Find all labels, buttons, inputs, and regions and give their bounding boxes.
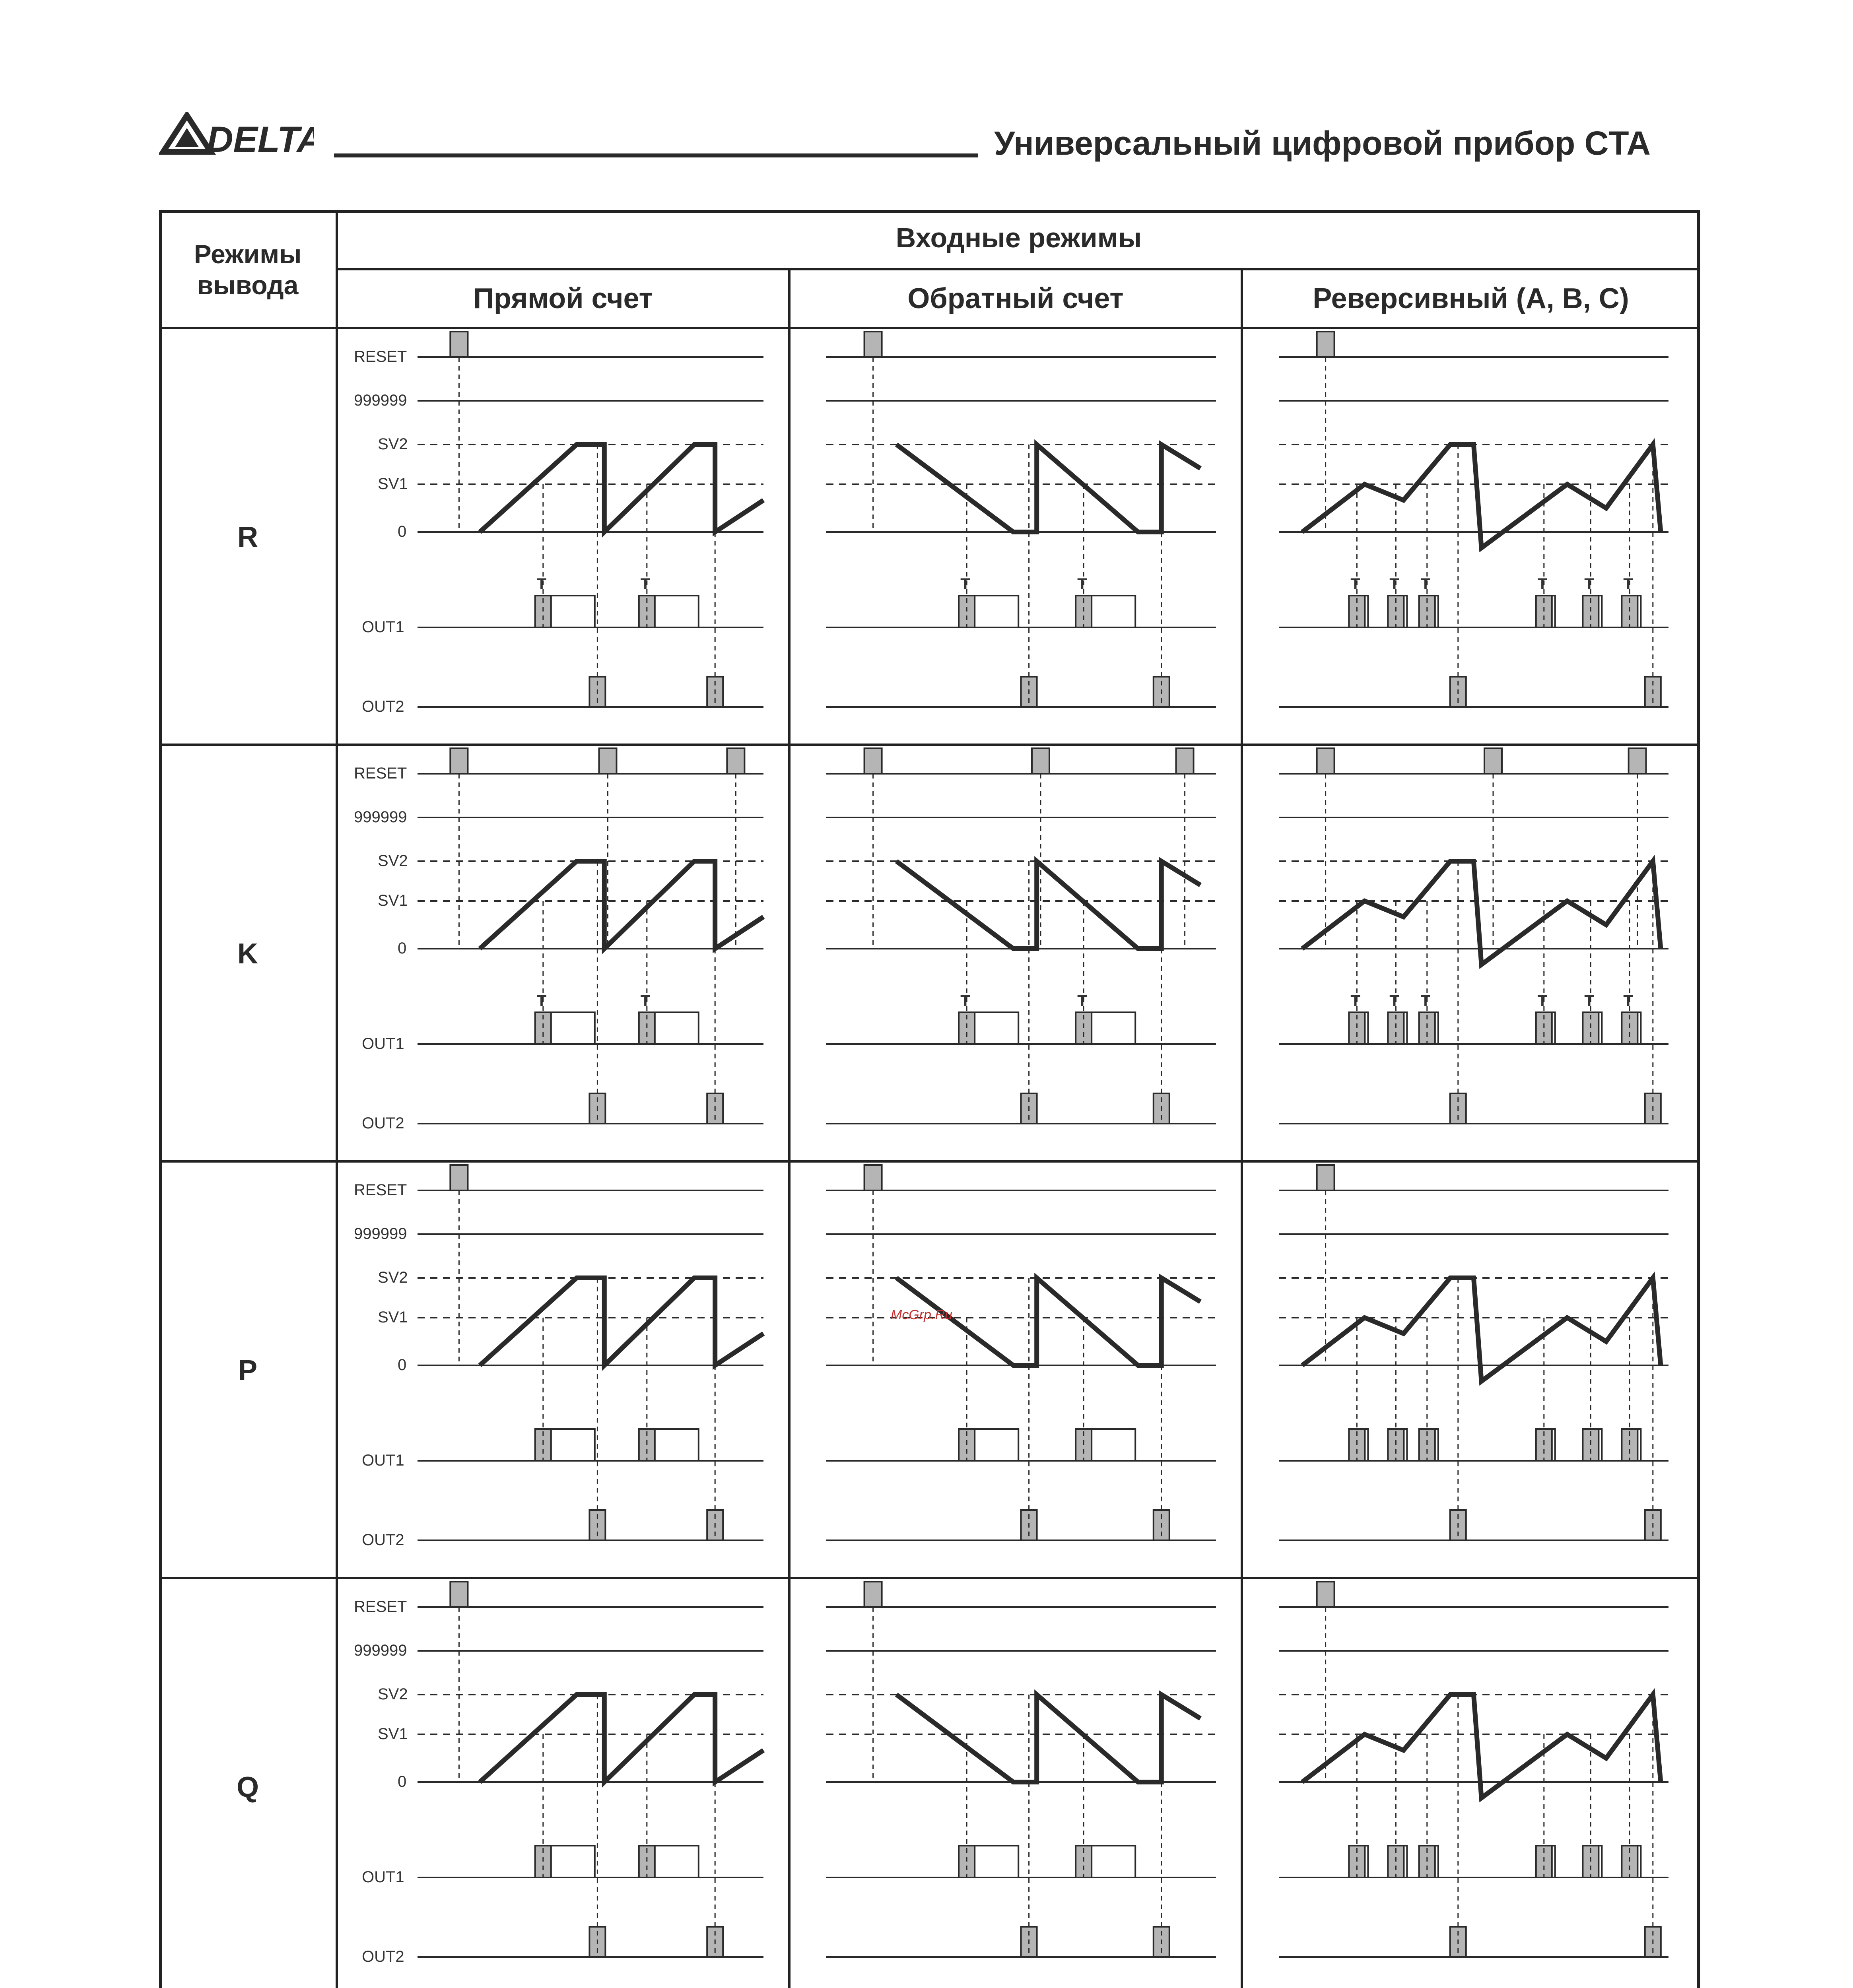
sv2-label: SV2	[378, 1269, 408, 1286]
counter-waveform	[896, 1695, 1200, 1782]
row-label-p: P	[238, 1355, 258, 1386]
timer-label: T	[640, 992, 651, 1010]
zero-label: 0	[398, 523, 407, 540]
row-label-k: K	[237, 938, 258, 970]
table-border-left	[159, 210, 162, 1988]
reset-label: RESET	[354, 348, 407, 365]
column-header-up-count: Прямой счет	[473, 283, 653, 315]
counter-waveform	[896, 861, 1200, 949]
reset-pulse	[450, 748, 468, 774]
reset-pulse	[864, 332, 882, 357]
row-label-q: Q	[236, 1771, 259, 1803]
timing-diagram	[1243, 746, 1692, 1158]
table-border-top	[159, 210, 1700, 213]
out1-label: OUT1	[362, 618, 404, 636]
timing-diagram	[791, 1163, 1240, 1574]
timer-label: T	[640, 575, 651, 593]
sv2-label: SV2	[378, 1685, 408, 1703]
table-border-right	[1697, 210, 1700, 1988]
timer-label: T	[960, 575, 970, 593]
input-modes-header: Входные режимы	[895, 222, 1142, 253]
max-count-label: 999999	[354, 808, 407, 826]
column-header-down-count: Обратный счет	[907, 283, 1124, 315]
reset-pulse	[1317, 332, 1334, 357]
counter-waveform	[480, 1695, 763, 1782]
timer-label: T	[1537, 992, 1548, 1010]
header-rule	[334, 153, 978, 157]
timer-label: T	[1350, 992, 1360, 1010]
reset-pulse	[727, 748, 744, 774]
watermark: McGrp.Ru	[891, 1307, 952, 1322]
timing-diagram	[791, 1579, 1240, 1988]
reset-pulse	[1317, 748, 1334, 774]
row-label-r: R	[237, 521, 258, 553]
out2-label: OUT2	[362, 1948, 404, 1965]
reset-pulse	[864, 748, 882, 774]
header-divider	[337, 268, 1699, 270]
timing-diagram	[1243, 1579, 1692, 1988]
sv1-label: SV1	[378, 1309, 408, 1326]
page-title: Универсальный цифровой прибор CTA	[994, 124, 1651, 162]
timing-diagram	[791, 746, 1240, 1158]
reset-pulse	[599, 748, 617, 774]
reset-pulse	[1317, 1165, 1334, 1190]
timing-diagram	[1243, 329, 1692, 741]
output-modes-header: Режимы вывода	[194, 239, 302, 300]
reset-label: RESET	[354, 1598, 407, 1615]
timer-label: T	[1350, 575, 1360, 593]
max-count-label: 999999	[354, 1225, 407, 1242]
reset-pulse	[864, 1582, 882, 1607]
timer-label: T	[1389, 992, 1399, 1010]
sv2-label: SV2	[378, 852, 408, 870]
timing-diagram	[338, 329, 787, 741]
out1-label: OUT1	[362, 1452, 404, 1469]
timer-label: T	[1077, 992, 1087, 1010]
timing-diagram	[791, 329, 1240, 741]
out2-label: OUT2	[362, 1114, 404, 1132]
reset-pulse	[1629, 748, 1646, 774]
delta-logo	[159, 112, 314, 156]
timer-label: T	[1077, 575, 1087, 593]
counter-waveform	[480, 1278, 763, 1365]
sv1-label: SV1	[378, 475, 408, 493]
timer-label: T	[960, 992, 970, 1010]
zero-label: 0	[398, 940, 407, 957]
reset-label: RESET	[354, 765, 407, 782]
timing-diagram	[338, 1579, 787, 1988]
reset-label: RESET	[354, 1181, 407, 1199]
timer-label: T	[536, 992, 547, 1010]
zero-label: 0	[398, 1356, 407, 1374]
timer-label: T	[1420, 575, 1431, 593]
reset-pulse	[1484, 748, 1502, 774]
counter-waveform	[480, 861, 763, 949]
counter-waveform	[896, 445, 1200, 532]
zero-label: 0	[398, 1773, 407, 1790]
reset-pulse	[864, 1165, 882, 1190]
reset-pulse	[450, 332, 468, 357]
out1-label: OUT1	[362, 1035, 404, 1052]
timer-label: T	[1623, 575, 1633, 593]
max-count-label: 999999	[354, 392, 407, 409]
brand-text: DELTA	[207, 119, 314, 156]
reset-pulse	[450, 1582, 468, 1607]
timer-label: T	[1537, 575, 1548, 593]
sv2-label: SV2	[378, 435, 408, 453]
out2-label: OUT2	[362, 698, 404, 715]
reset-pulse	[1176, 748, 1194, 774]
timer-label: T	[1584, 992, 1594, 1010]
timer-label: T	[1584, 575, 1594, 593]
timer-label: T	[1623, 992, 1633, 1010]
reset-pulse	[450, 1165, 468, 1190]
timer-label: T	[536, 575, 547, 593]
sv1-label: SV1	[378, 1725, 408, 1743]
reset-pulse	[1317, 1582, 1334, 1607]
sv1-label: SV1	[378, 892, 408, 909]
column-header-reversible: Реверсивный (A, B, C)	[1313, 283, 1629, 315]
timing-diagram	[338, 1163, 787, 1574]
timing-diagram	[1243, 1163, 1692, 1574]
out2-label: OUT2	[362, 1531, 404, 1549]
counter-waveform	[480, 445, 763, 532]
reset-pulse	[1032, 748, 1049, 774]
timer-label: T	[1389, 575, 1399, 593]
out1-label: OUT1	[362, 1868, 404, 1886]
timing-diagram	[338, 746, 787, 1158]
max-count-label: 999999	[354, 1642, 407, 1659]
timer-label: T	[1420, 992, 1431, 1010]
